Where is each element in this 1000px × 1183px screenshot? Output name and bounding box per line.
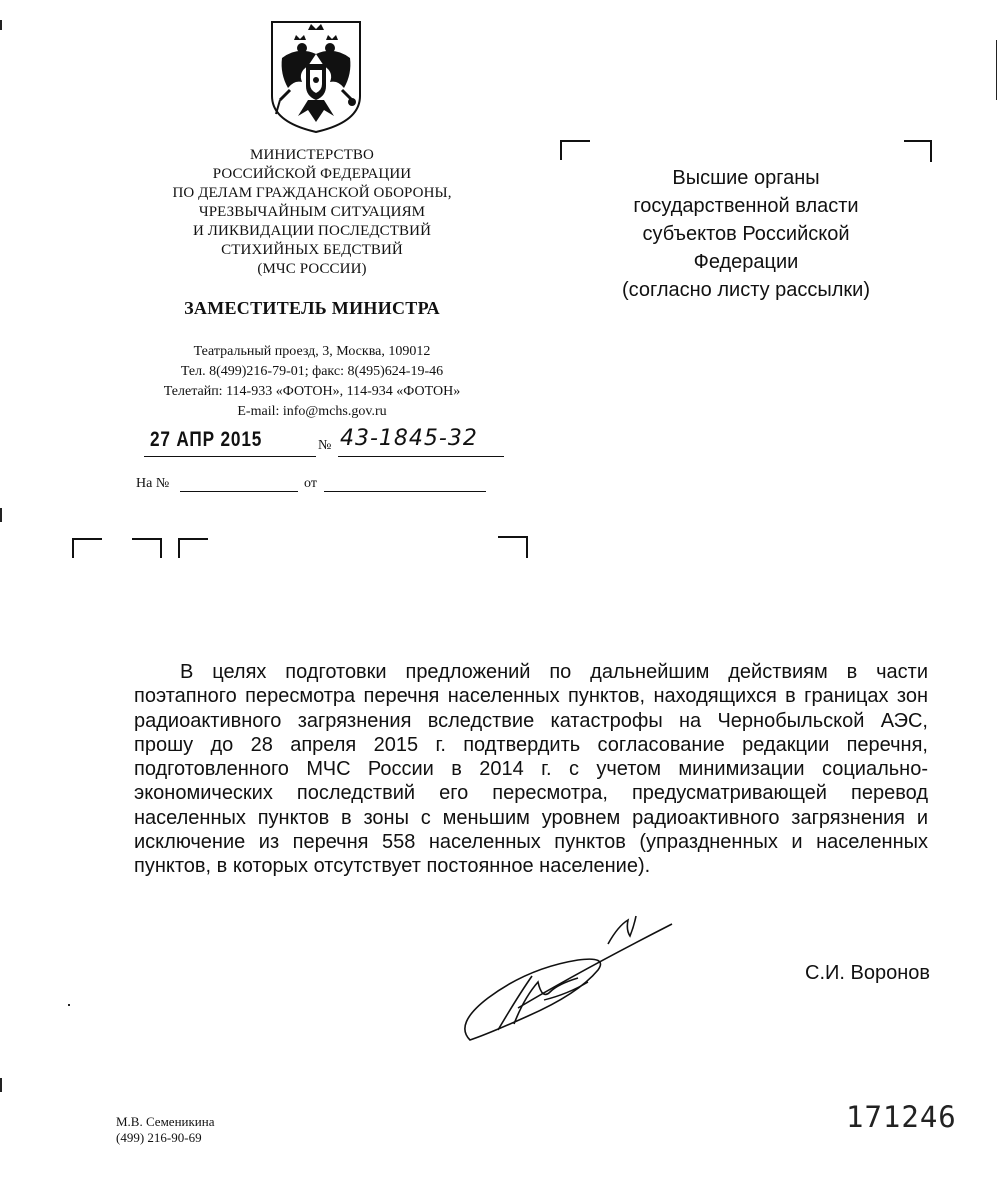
scan-speck [996,40,997,100]
scan-speck [0,508,2,522]
incoming-number-blank [180,491,298,492]
incoming-reference [136,476,496,498]
scan-speck [0,1078,2,1092]
executor-name: М.В. Семеникина [116,1114,215,1129]
recipient-block [596,164,896,304]
executor-block [116,1114,215,1146]
letter-body: В целях подготовки предложений по дальнейшим действиям в части поэтапного пересмотра перечня населенных пунктов, находящихся в границах зон радиоактивного загрязнения вследствие катастрофы на Чернобыльской АЭС, прошу до 28 апреля 2015 г. подтвердить согласование редакции перечня, подготовленного МЧС России в 2014 г. с учетом минимизации социально-экономических последствий его пересмотра, предусматривающей перевод населенных пунктов в зоны с меньшим уровнем радиоактивного загрязнения и исключение из перечня 558 населенных пунктов (упраздненных и населенных пунктов, в которых отсутствует постоянное население). [134,661,928,878]
subject-corner-mark [132,538,162,558]
document-id: 171246 [846,1100,957,1134]
ministry-line: И ЛИКВИДАЦИИ ПОСЛЕДСТВИЙ [192,223,432,239]
registration-line [132,426,512,460]
ministry-line: РОССИЙСКОЙ ФЕДЕРАЦИИ [212,166,412,182]
phone-line: Тел. 8(499)216-79-01; факс: 8(495)624-19-46 [180,364,444,379]
scan-speck [68,1004,70,1006]
email-line: E-mail: info@mchs.gov.ru [237,404,387,419]
recipient-line: Высшие органы [672,167,820,189]
recipient-corner-mark [904,140,932,162]
subject-corner-mark [178,538,208,558]
teletype-line: Телетайп: 114-933 «ФОТОН», 114-934 «ФОТОН» [163,384,461,399]
ministry-line: (МЧС РОССИИ) [257,261,367,277]
date-underline [144,456,316,457]
recipient-line: Федерации [693,251,799,273]
executor-phone: (499) 216-90-69 [116,1130,202,1145]
subject-corner-mark [498,536,528,558]
address-line: Театральный проезд, 3, Москва, 109012 [193,344,431,359]
recipient-line: государственной власти [633,195,859,217]
number-sign: № [318,438,332,453]
registration-number: 43-1845-32 [340,426,478,451]
signer-name: С.И. Воронов [805,962,930,984]
registration-date-stamp: 27 АПР 2015 [150,428,263,451]
contact-block [110,342,514,422]
incoming-date-label: от [304,476,317,491]
incoming-number-label: На № [136,476,170,491]
ministry-line: ПО ДЕЛАМ ГРАЖДАНСКОЙ ОБОРОНЫ, [172,185,452,201]
recipient-corner-mark [560,140,590,160]
number-underline [338,456,504,457]
ministry-line: ЧРЕЗВЫЧАЙНЫМ СИТУАЦИЯМ [198,204,426,220]
ministry-name [110,146,514,279]
coat-of-arms-icon [268,18,364,136]
recipient-line: субъектов Российской [642,223,850,245]
recipient-line: (согласно листу рассылки) [621,279,871,301]
incoming-date-blank [324,491,486,492]
handwritten-signature-icon [458,912,678,1052]
subject-corner-mark [72,538,102,558]
ministry-line: МИНИСТЕРСТВО [250,147,374,163]
scan-speck [0,20,2,30]
ministry-line: СТИХИЙНЫХ БЕДСТВИЙ [221,242,403,258]
deputy-minister-title: ЗАМЕСТИТЕЛЬ МИНИСТРА [184,298,440,318]
